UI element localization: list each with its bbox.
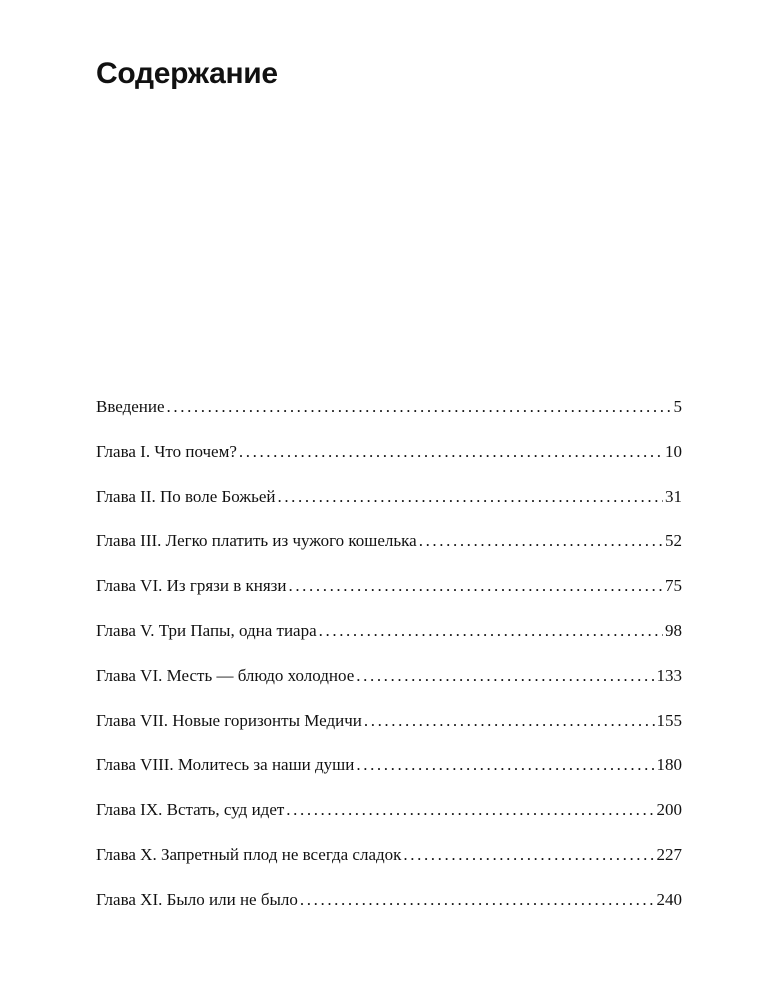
toc-entry-page: 227: [656, 844, 682, 864]
toc-entry: [96, 394, 682, 439]
toc-entry: [96, 752, 682, 797]
toc-entry-title: Глава IX. Встать, суд идет: [96, 800, 285, 820]
toc-entry-title: Глава VI. Месть — блюдо холодное: [96, 665, 355, 685]
toc-entry-page: 10: [665, 441, 682, 461]
dot-leader: [277, 484, 663, 510]
toc-entry-title: Глава VI. Из грязи в князи: [96, 576, 287, 596]
table-of-contents: [96, 394, 682, 932]
dot-leader: [239, 439, 663, 465]
toc-entry: [96, 708, 682, 753]
dot-leader: [300, 887, 655, 913]
dot-leader: [419, 528, 663, 554]
toc-entry-title: Глава VIII. Молитесь за наши души: [96, 755, 355, 775]
toc-entry-page: 98: [665, 620, 682, 640]
toc-entry-page: 133: [656, 665, 682, 685]
toc-entry: [96, 618, 682, 663]
toc-entry-title: Глава II. По воле Божьей: [96, 486, 276, 506]
dot-leader: [356, 752, 654, 778]
toc-entry: [96, 842, 682, 887]
toc-entry-title: Введение: [96, 397, 165, 416]
toc-entry: [96, 439, 682, 484]
toc-entry-page: 200: [656, 800, 682, 820]
toc-entry: [96, 528, 682, 573]
toc-entry: [96, 887, 682, 932]
toc-entry-page: 31: [665, 486, 682, 506]
dot-leader: [364, 708, 655, 734]
toc-entry-page: 5: [673, 397, 682, 416]
toc-entry-page: 75: [665, 576, 682, 596]
toc-entry-title: Глава VII. Новые горизонты Медичи: [96, 710, 362, 730]
toc-entry-page: 180: [656, 755, 682, 775]
toc-entry-page: 52: [665, 531, 682, 551]
toc-entry-title: Глава X. Запретный плод не всегда сладок: [96, 844, 402, 864]
toc-entry-title: Глава XI. Было или не было: [96, 889, 298, 909]
toc-entry-title: Глава I. Что почем?: [96, 441, 237, 461]
dot-leader: [286, 797, 654, 823]
toc-entry: [96, 573, 682, 618]
toc-entry: [96, 484, 682, 529]
dot-leader: [288, 573, 663, 599]
dot-leader: [403, 842, 654, 868]
dot-leader: [356, 663, 654, 689]
toc-entry-title: Глава V. Три Папы, одна тиара: [96, 620, 317, 640]
toc-entry-title: Глава III. Легко платить из чужого кошелька: [96, 531, 417, 551]
toc-entry-page: 240: [656, 889, 682, 909]
toc-entry-page: 155: [656, 710, 682, 730]
page-title: Содержание: [96, 57, 278, 90]
toc-entry: [96, 663, 682, 708]
toc-entry: [96, 797, 682, 842]
dot-leader: [319, 618, 663, 644]
dot-leader: [167, 394, 672, 420]
